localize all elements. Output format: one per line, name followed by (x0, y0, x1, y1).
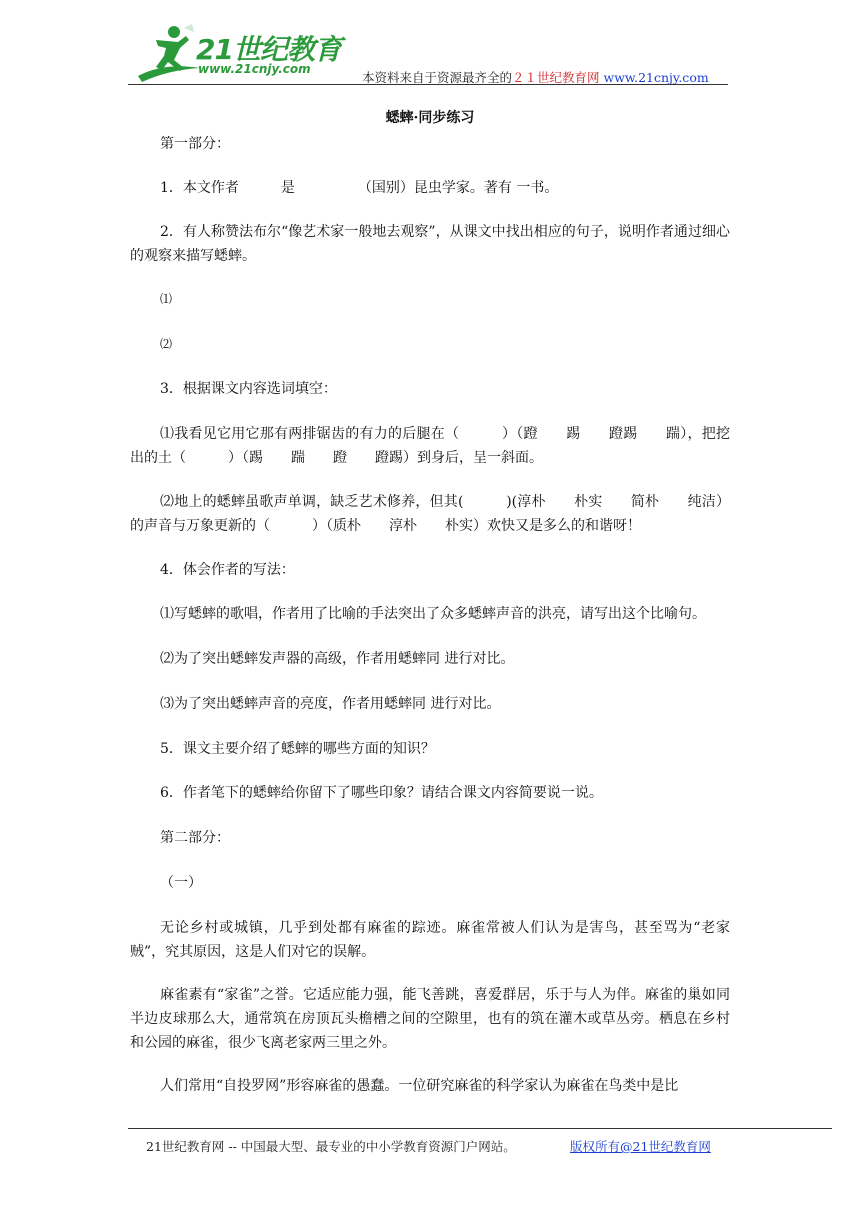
question-1: 1．本文作者 是 （国别）昆虫学家。著有 一书。 (160, 180, 559, 196)
page-footer (146, 1137, 711, 1155)
runner-logo-icon (134, 22, 204, 86)
question-3: 3．根据课文内容选词填空： (160, 381, 337, 397)
part1-heading: 第一部分： (160, 136, 230, 152)
question-2-item-2: ⑵ (160, 337, 173, 351)
header-divider (128, 84, 728, 85)
document-title: 蟋蟀·同步练习 (385, 110, 475, 126)
header-note-brand: ２１世纪教育网 (512, 70, 600, 85)
question-4-item-2: ⑵为了突出蟋蟀发声器的高级，作者用蟋蟀同 进行对比。 (160, 651, 515, 667)
header-note-url[interactable]: www.21cnjy.com (603, 70, 709, 85)
site-logo[interactable] (134, 22, 344, 86)
question-3-item-1: ⑴我看见它用它那有两排锯齿的有力的后腿在（ ）（蹬 踢 蹬踢 踹），把挖出的土（ ）（踢 踹 蹬 蹬踢）到身后，呈一斜面。 (130, 426, 730, 466)
question-4-item-1: ⑴写蟋蟀的歌唱，作者用了比喻的手法突出了众多蟋蟀声音的洪亮，请写出这个比喻句。 (160, 606, 706, 622)
logo-wordmark: 21世纪教育 (196, 33, 341, 66)
question-5: 5．课文主要介绍了蟋蟀的哪些方面的知识？ (160, 741, 435, 757)
passage-paragraph-2: 麻雀素有“家雀”之誉。它适应能力强，能飞善跳，喜爱群居，乐于与人为伴。麻雀的巢如同半边皮球那么大，通常筑在房顶瓦头檐槽之间的空隙里，也有的筑在灌木或草丛旁。栖息在乡村和公园的麻雀，很少飞离老家两三里之外。 (130, 987, 730, 1051)
passage-paragraph-3: 人们常用“自投罗网”形容麻雀的愚蠢。一位研究麻雀的科学家认为麻雀在鸟类中是比 (160, 1078, 679, 1094)
question-3-item-2: ⑵地上的蟋蟀虽歌声单调，缺乏艺术修养，但其( )(淳朴 朴实 简朴 纯洁）的声音与万象更新的（ ）（质朴 淳朴 朴实）欢快又是多么的和谐呀！ (130, 494, 730, 534)
question-4-item-3: ⑶为了突出蟋蟀声音的亮度，作者用蟋蟀同 进行对比。 (160, 696, 501, 712)
footer-divider (128, 1128, 832, 1129)
passage-paragraph-1: 无论乡村或城镇，几乎到处都有麻雀的踪迹。麻雀常被人们认为是害鸟，甚至骂为“老家贼”，究其原因，这是人们对它的误解。 (130, 920, 730, 960)
logo-url: www.21cnjy.com (198, 62, 311, 76)
header-note-prefix: 本资料来自于资源最齐全的 (362, 70, 513, 85)
page-header (0, 0, 860, 92)
footer-copyright-link[interactable]: 版权所有@21世纪教育网 (570, 1139, 711, 1154)
question-2: 2．有人称赞法布尔“像艺术家一般地去观察”，从课文中找出相应的句子，说明作者通过细心的观察来描写蟋蟀。 (130, 224, 730, 264)
footer-site-description: 21世纪教育网 -- 中国最大型、最专业的中小学教育资源门户网站。 (146, 1139, 516, 1154)
question-6: 6．作者笔下的蟋蟀给你留下了哪些印象？请结合课文内容简要说一说。 (160, 785, 603, 801)
section-1-heading: （一） (160, 875, 202, 891)
question-2-item-1: ⑴ (160, 292, 173, 306)
question-4: 4．体会作者的写法： (160, 562, 295, 578)
part2-heading: 第二部分： (160, 830, 230, 846)
